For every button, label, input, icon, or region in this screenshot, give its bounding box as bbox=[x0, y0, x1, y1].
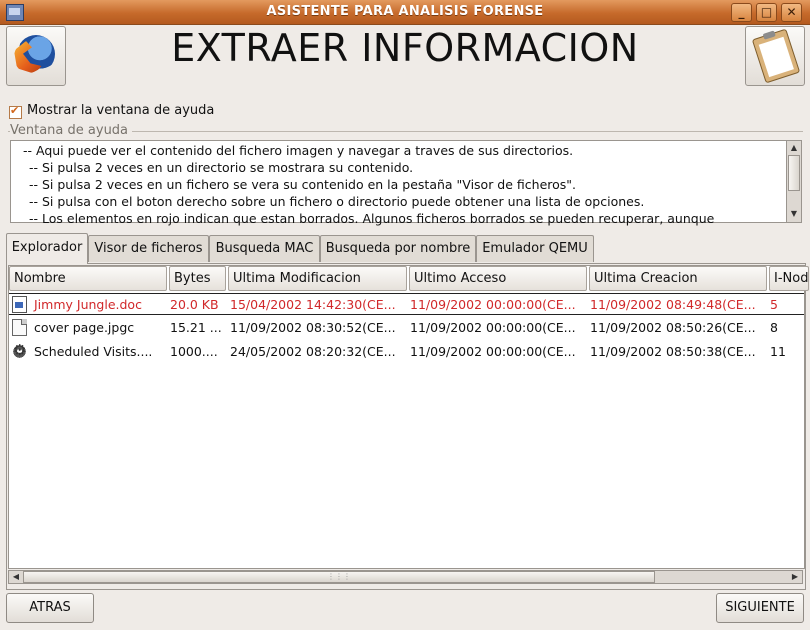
help-scrollbar-thumb[interactable] bbox=[788, 155, 800, 191]
cell-modificacion: 24/05/2002 08:20:32(CE... bbox=[230, 344, 396, 359]
help-line: -- Los elementos en rojo indican que estan borrados. Algunos ficheros borrados se pueden recuperar, aunque bbox=[29, 211, 715, 226]
minimize-button[interactable]: _ bbox=[731, 3, 752, 22]
cell-inodo: 5 bbox=[770, 297, 778, 312]
column-header-i-nodo[interactable]: I-Nod bbox=[769, 266, 809, 291]
column-header-ultima-modificacion[interactable]: Ultima Modificacion bbox=[228, 266, 407, 291]
help-scrollbar[interactable] bbox=[786, 140, 802, 223]
firefox-icon bbox=[17, 35, 55, 73]
cell-bytes: 20.0 KB bbox=[170, 297, 219, 312]
cell-modificacion: 15/04/2002 14:42:30(CE... bbox=[230, 297, 396, 312]
tab-busqueda-por-nombre[interactable]: Busqueda por nombre bbox=[320, 235, 476, 262]
help-checkbox[interactable] bbox=[9, 106, 22, 119]
scroll-up-arrow-icon[interactable]: ▲ bbox=[790, 143, 798, 152]
cell-inodo: 11 bbox=[770, 344, 786, 359]
column-header-ultimo-acceso[interactable]: Ultimo Acceso bbox=[409, 266, 587, 291]
scroll-right-arrow-icon[interactable]: ▶ bbox=[791, 572, 799, 581]
column-header-ultima-creacion[interactable]: Ultima Creacion bbox=[589, 266, 767, 291]
help-line: -- Si pulsa con el boton derecho sobre un fichero o directorio puede obtener una lista de opciones. bbox=[29, 194, 645, 209]
table-row[interactable] bbox=[9, 317, 804, 339]
maximize-button[interactable]: □ bbox=[756, 3, 777, 22]
clipboard-button[interactable] bbox=[745, 26, 805, 86]
file-icon bbox=[12, 319, 27, 336]
file-list-horizontal-scrollbar[interactable] bbox=[8, 570, 803, 584]
tab-visor-de-ficheros[interactable]: Visor de ficheros bbox=[88, 235, 209, 262]
cell-modificacion: 11/09/2002 08:30:52(CE... bbox=[230, 320, 396, 335]
cell-acceso: 11/09/2002 00:00:00(CE... bbox=[410, 344, 576, 359]
document-icon bbox=[12, 296, 27, 313]
cell-acceso: 11/09/2002 00:00:00(CE... bbox=[410, 320, 576, 335]
cell-creacion: 11/09/2002 08:50:38(CE... bbox=[590, 344, 756, 359]
help-line: -- Si pulsa 2 veces en un directorio se mostrara su contenido. bbox=[29, 160, 414, 175]
cell-creacion: 11/09/2002 08:50:26(CE... bbox=[590, 320, 756, 335]
help-line: -- Aqui puede ver el contenido del fichero imagen y navegar a traves de sus directorios. bbox=[23, 143, 574, 158]
cell-bytes: 15.21 ... bbox=[170, 320, 222, 335]
gears-icon bbox=[12, 343, 27, 360]
firefox-button[interactable] bbox=[6, 26, 66, 86]
next-button[interactable]: SIGUIENTE bbox=[716, 593, 804, 623]
help-textview[interactable] bbox=[10, 140, 787, 226]
window-titlebar[interactable] bbox=[0, 0, 810, 25]
clipboard-icon bbox=[752, 29, 800, 84]
table-row[interactable] bbox=[9, 293, 804, 315]
page-title: EXTRAER INFORMACION bbox=[171, 26, 639, 70]
cell-bytes: 1000.... bbox=[170, 344, 218, 359]
file-list[interactable] bbox=[8, 265, 809, 569]
cell-creacion: 11/09/2002 08:49:48(CE... bbox=[590, 297, 756, 312]
cell-nombre: Scheduled Visits.... bbox=[34, 344, 153, 359]
horizontal-scrollbar-thumb[interactable]: ⋮⋮⋮ bbox=[23, 571, 655, 583]
tab-explorador[interactable]: Explorador bbox=[6, 233, 88, 264]
tab-busqueda-mac[interactable]: Busqueda MAC bbox=[209, 235, 320, 262]
column-header-bytes[interactable]: Bytes bbox=[169, 266, 226, 291]
table-row[interactable] bbox=[9, 341, 804, 363]
scroll-left-arrow-icon[interactable]: ◀ bbox=[12, 572, 20, 581]
cell-inodo: 8 bbox=[770, 320, 778, 335]
close-button[interactable]: ✕ bbox=[781, 3, 802, 22]
help-group-label: Ventana de ayuda bbox=[10, 123, 132, 138]
cell-nombre: cover page.jpgc bbox=[34, 320, 135, 335]
cell-acceso: 11/09/2002 00:00:00(CE... bbox=[410, 297, 576, 312]
back-button[interactable]: ATRAS bbox=[6, 593, 94, 623]
column-header-nombre[interactable]: Nombre bbox=[9, 266, 167, 291]
tab-emulador-qemu[interactable]: Emulador QEMU bbox=[476, 235, 594, 262]
scroll-down-arrow-icon[interactable]: ▼ bbox=[790, 209, 798, 218]
help-checkbox-label[interactable]: Mostrar la ventana de ayuda bbox=[27, 103, 215, 118]
cell-nombre: Jimmy Jungle.doc bbox=[34, 297, 142, 312]
help-line: -- Si pulsa 2 veces en un fichero se vera su contenido en la pestaña "Visor de ficheros". bbox=[29, 177, 577, 192]
window-title: ASISTENTE PARA ANALISIS FORENSE bbox=[266, 4, 544, 19]
